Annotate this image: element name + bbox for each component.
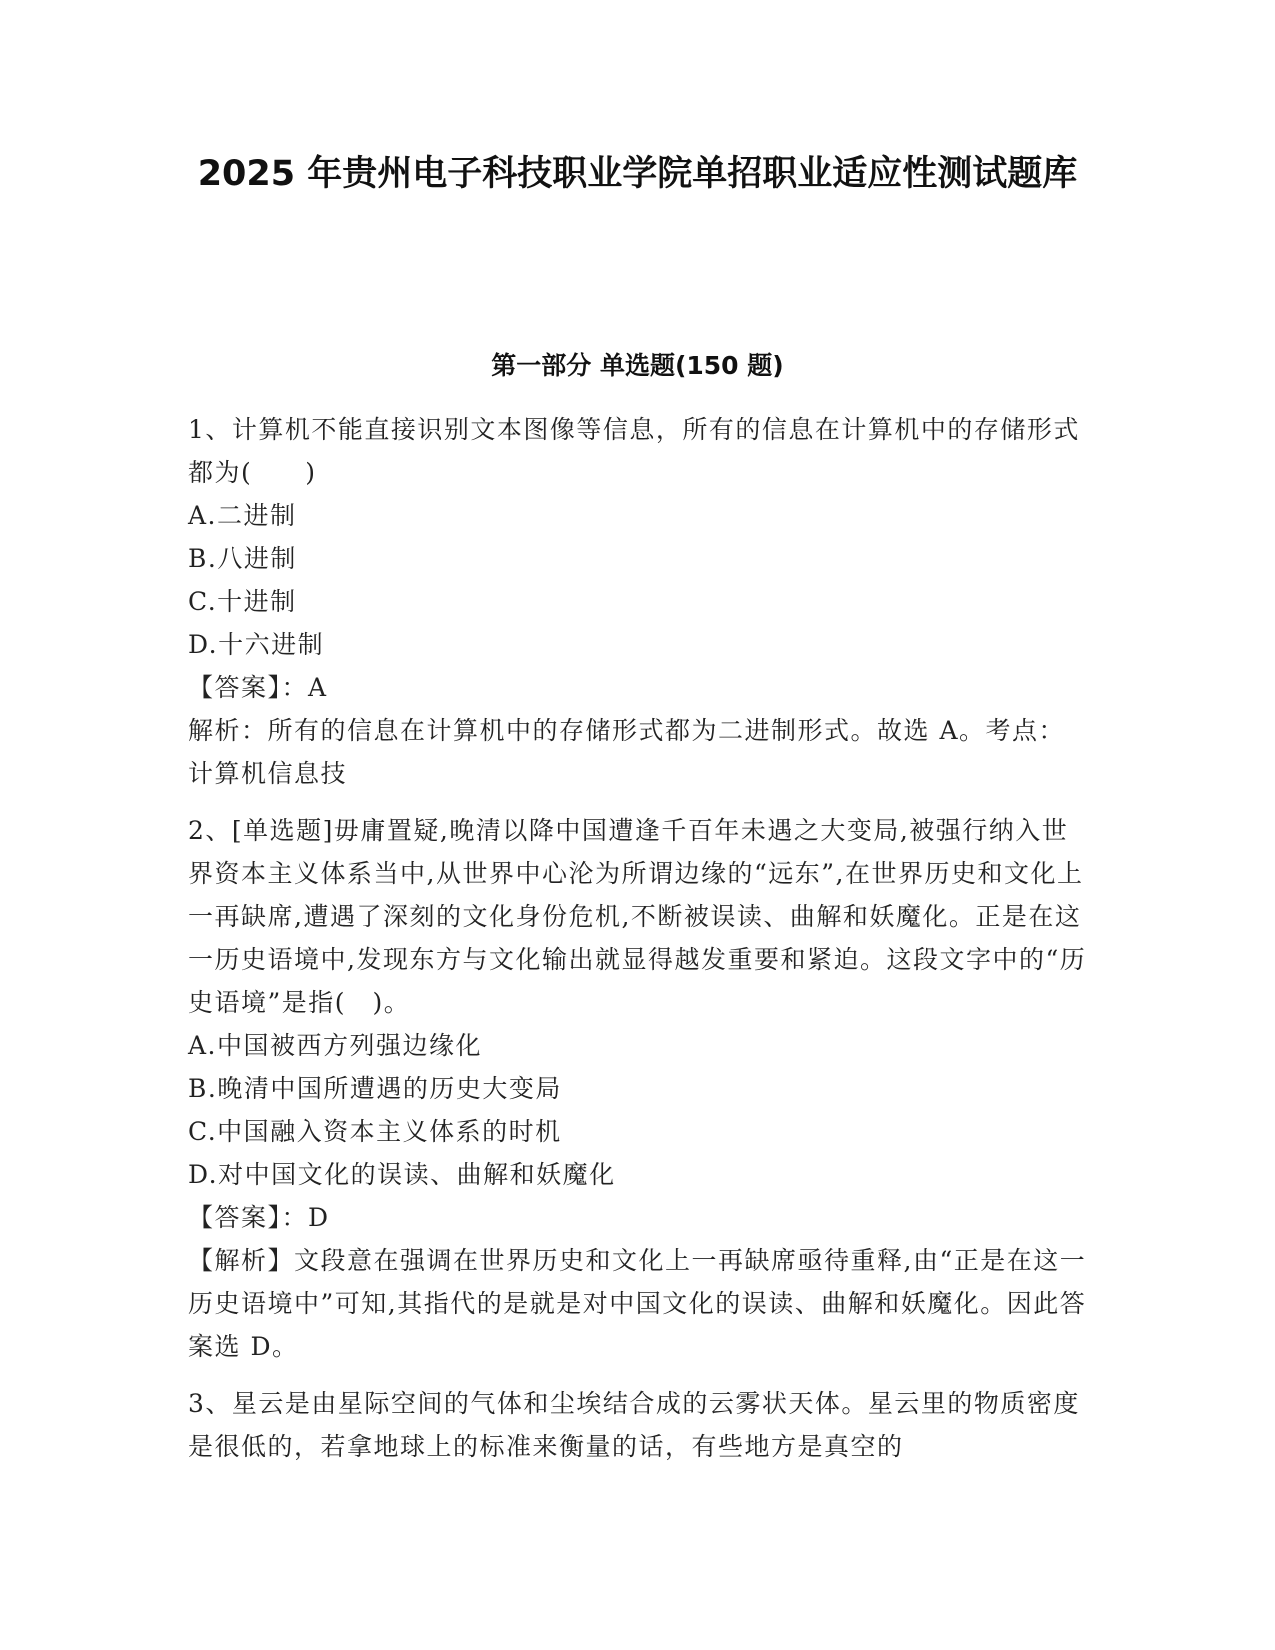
option-b: B.八进制 xyxy=(188,544,297,573)
option-d: D.十六进制 xyxy=(188,630,325,659)
option-a: A.中国被西方列强边缘化 xyxy=(188,1031,483,1060)
answer: 【答案】：D xyxy=(188,1203,330,1232)
question-stem: 2、[单选题]毋庸置疑,晚清以降中国遭逢千百年未遇之大变局,被强行纳入世界资本主义体系当中,从世界中心沦为所谓边缘的“远东”,在世界历史和文化上一再缺席,遭遇了深刻的文化身份危机,不断被误读、曲解和妖魔化。正是在这一历史语境中,发现东方与文化输出就显得越发重要和紧迫。这段文字中的“历史语境”是指( )。 xyxy=(188,816,1087,1017)
question-3 xyxy=(188,1382,1088,1468)
option-b: B.晚清中国所遭遇的历史大变局 xyxy=(188,1074,562,1103)
answer: 【答案】：A xyxy=(188,673,328,702)
question-list xyxy=(188,408,1088,1482)
section-title: 第一部分 单选题(150 题) xyxy=(491,351,784,380)
question-stem: 3、星云是由星际空间的气体和尘埃结合成的云雾状天体。星云里的物质密度是很低的，若拿地球上的标准来衡量的话，有些地方是真空的 xyxy=(188,1389,1080,1461)
option-c: C.十进制 xyxy=(188,587,297,616)
analysis: 【解析】文段意在强调在世界历史和文化上一再缺席亟待重释,由“正是在这一历史语境中”可知,其指代的是就是对中国文化的误读、曲解和妖魔化。因此答案选 D。 xyxy=(188,1246,1087,1361)
option-c: C.中国融入资本主义体系的时机 xyxy=(188,1117,562,1146)
analysis: 解析：所有的信息在计算机中的存储形式都为二进制形式。故选 A。考点：计算机信息技 xyxy=(188,716,1066,788)
document-title: 2025 年贵州电子科技职业学院单招职业适应性测试题库 xyxy=(197,154,1078,194)
question-stem: 1、计算机不能直接识别文本图像等信息，所有的信息在计算机中的存储形式都为( ) xyxy=(188,415,1080,487)
question-1 xyxy=(188,408,1088,795)
option-a: A.二进制 xyxy=(188,501,297,530)
question-2 xyxy=(188,809,1088,1368)
option-d: D.对中国文化的误读、曲解和妖魔化 xyxy=(188,1160,616,1189)
